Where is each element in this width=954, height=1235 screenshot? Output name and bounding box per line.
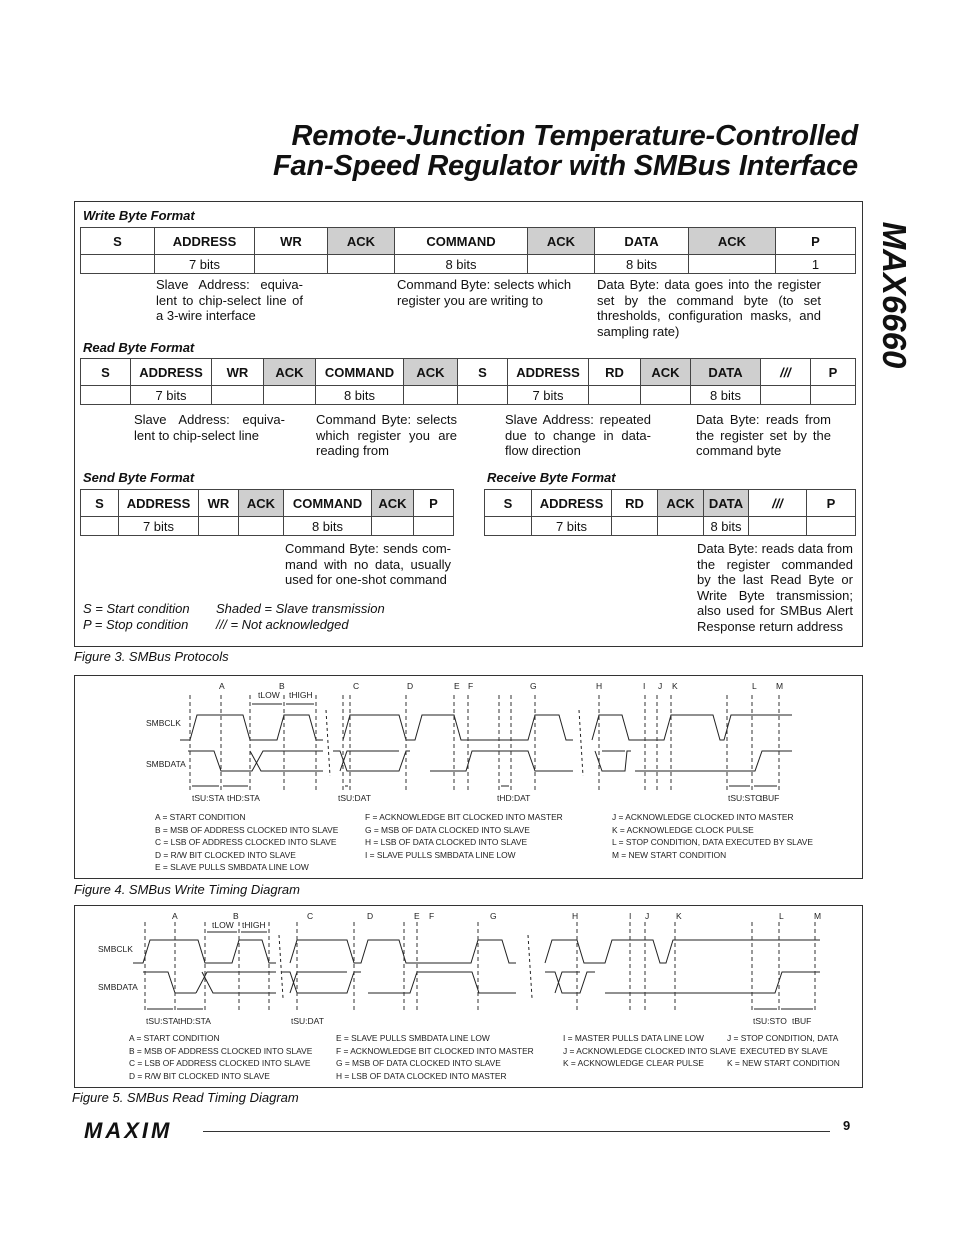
timing-letter-c: C [353,681,360,691]
smbclk-label: SMBCLK [146,718,181,728]
t-buf-label: tBUF [760,793,780,803]
timing-letter-a: A [219,681,225,691]
bits-cell: 8 bits [316,386,404,405]
field-s: S [81,490,119,517]
write-timing-legend-3: J = ACKNOWLEDGE CLOCKED INTO MASTER K = ACKNOWLEDGE CLOCK PULSE L = STOP CONDITION, DATA EXECUTED BY SLAVE M = NEW START CONDITION [612,812,813,860]
write-timing-legend-2: F = ACKNOWLEDGE BIT CLOCKED INTO MASTER G = MSB OF DATA CLOCKED INTO SLAVE H = LSB OF DATA CLOCKED INTO SLAVE I = SLAVE PULLS SMBDATA LINE LOW [365,812,563,860]
field-nack: /// [761,359,811,386]
smbclk-label: SMBCLK [98,944,133,954]
timing-letter-l: L [779,911,784,921]
write-byte-title: Write Byte Format [83,208,195,223]
field-s: S [81,228,155,255]
write-note-data: Data Byte: data goes into the register set by the command byte (to set thresholds, configuration masks, and sampling rate) [597,277,821,339]
timing-letter-e: E [454,681,460,691]
field-ack: ACK [404,359,458,386]
bits-cell: 8 bits [704,517,749,536]
field-data: DATA [691,359,761,386]
timing-letter-h: H [596,681,603,691]
field-data: DATA [704,490,749,517]
timing-letter-k: K [672,681,678,691]
field-address: ADDRESS [131,359,212,386]
maxim-logo: MAXIM [84,1118,173,1143]
timing-letter-g: G [530,681,537,691]
t-su-sta-label: tSU:STA [192,793,225,803]
write-note-address: Slave Address: equiva-lent to chip-select line of a 3-wire interface [156,277,303,324]
t-high-label: tHIGH [242,920,266,930]
field-ack: ACK [328,228,395,255]
t-low-label: tLOW [212,920,234,930]
field-ack: ACK [264,359,316,386]
footer-divider [203,1131,830,1132]
timing-letter-g: G [490,911,497,921]
side-part-number: MAX6660 [876,221,913,369]
timing-letter-i: I [629,911,632,921]
t-su-dat-label: tSU:DAT [338,793,371,803]
write-note-command: Command Byte: selects which register you are writing to [397,277,572,308]
timing-letter-d: D [407,681,414,691]
field-ack: ACK [658,490,704,517]
timing-letter-j: J [645,911,650,921]
read-note-repeat: Slave Address: repeated due to change in data-flow direction [505,412,651,459]
timing-letter-m: M [776,681,784,691]
t-buf-label: tBUF [792,1016,812,1026]
read-timing-legend-2: E = SLAVE PULLS SMBDATA LINE LOW F = ACKNOWLEDGE BIT CLOCKED INTO MASTER G = MSB OF DATA CLOCKED INTO SLAVE H = LSB OF DATA CLOCKED INTO MASTER [336,1033,534,1081]
timing-letter-b: B [279,681,285,691]
bits-cell: 8 bits [395,255,528,274]
bits-cell: 7 bits [508,386,589,405]
field-command: COMMAND [316,359,404,386]
bits-cell: 7 bits [119,517,199,536]
bits-cell: 7 bits [155,255,255,274]
field-s: S [458,359,508,386]
field-rd: RD [589,359,641,386]
bits-cell: 8 bits [595,255,689,274]
timing-letter-d: D [367,911,374,921]
legend-nack: /// = Not acknowledged [216,617,349,632]
bits-cell: 1 [776,255,856,274]
timing-letter-k: K [676,911,682,921]
field-p: P [414,490,454,517]
timing-letter-h: H [572,911,579,921]
field-ack: ACK [689,228,776,255]
t-hd-dat-label: tHD:DAT [497,793,531,803]
read-timing-legend-3: I = MASTER PULLS DATA LINE LOW J = ACKNOWLEDGE CLOCKED INTO SLAVE K = ACKNOWLEDGE CLEAR PULSE [563,1033,737,1069]
send-note-command: Command Byte: sends com-mand with no data, usually used for one-shot command [285,541,451,588]
field-wr: WR [212,359,264,386]
read-note-command: Command Byte: selects which register you are reading from [316,412,457,459]
receive-note-data: Data Byte: reads data from the register commanded by the last Read Byte or Write Byte transmission; also used for SMBus Alert Response return address [697,541,853,634]
field-address: ADDRESS [532,490,612,517]
field-wr: WR [255,228,328,255]
field-rd: RD [612,490,658,517]
t-hd-sta-label: tHD:STA [178,1016,211,1026]
t-su-sta-label: tSU:STA [146,1016,179,1026]
legend-start: S = Start condition [83,601,190,616]
read-note-address: Slave Address: equiva-lent to chip-select line [134,412,285,443]
figure3-caption: Figure 3. SMBus Protocols [74,649,229,664]
title-line-1: Remote-Junction Temperature-Controlled [291,120,858,152]
timing-letter-l: L [752,681,757,691]
t-su-sto-label: tSU:STO [753,1016,787,1026]
timing-letter-i: I [643,681,646,691]
field-command: COMMAND [395,228,528,255]
field-p: P [776,228,856,255]
field-ack: ACK [239,490,284,517]
legend-stop: P = Stop condition [83,617,189,632]
t-hd-sta-label: tHD:STA [227,793,260,803]
timing-letter-b: B [233,911,239,921]
bits-cell: 7 bits [532,517,612,536]
read-timing-legend-4: J = STOP CONDITION, DATA EXECUTED BY SLAVE K = NEW START CONDITION [727,1033,840,1069]
timing-letter-a: A [172,911,178,921]
bits-cell: 8 bits [691,386,761,405]
t-high-label: tHIGH [289,690,313,700]
timing-letter-e: E [414,911,420,921]
t-su-sto-label: tSU:STO [728,793,762,803]
figure5-caption: Figure 5. SMBus Read Timing Diagram [72,1090,299,1105]
page-number: 9 [843,1118,851,1133]
bits-cell: 7 bits [131,386,212,405]
receive-byte-title: Receive Byte Format [487,470,616,485]
field-p: P [811,359,856,386]
smbdata-label: SMBDATA [98,982,138,992]
read-byte-title: Read Byte Format [83,340,195,355]
field-s: S [485,490,532,517]
field-wr: WR [199,490,239,517]
read-note-data: Data Byte: reads from the register set by the command byte [696,412,831,459]
timing-letter-f: F [468,681,474,691]
timing-letter-m: M [814,911,822,921]
timing-letter-c: C [307,911,314,921]
field-ack: ACK [641,359,691,386]
field-command: COMMAND [284,490,372,517]
field-p: P [807,490,856,517]
title-line-2: Fan-Speed Regulator with SMBus Interface [273,150,858,182]
field-address: ADDRESS [119,490,199,517]
field-ack: ACK [528,228,595,255]
legend-shaded: Shaded = Slave transmission [216,601,385,616]
smbdata-waveform [143,972,196,993]
send-byte-title: Send Byte Format [83,470,195,485]
timing-letter-f: F [429,911,435,921]
timing-letter-j: J [658,681,663,691]
field-nack: /// [749,490,807,517]
smbdata-label: SMBDATA [146,759,186,769]
field-data: DATA [595,228,689,255]
t-su-dat-label: tSU:DAT [291,1016,324,1026]
figure4-caption: Figure 4. SMBus Write Timing Diagram [74,882,300,897]
bits-cell: 8 bits [284,517,372,536]
field-address: ADDRESS [508,359,589,386]
read-timing-legend-1: A = START CONDITION B = MSB OF ADDRESS CLOCKED INTO SLAVE C = LSB OF ADDRESS CLOCKED INTO SLAVE D = R/W BIT CLOCKED INTO SLAVE [129,1033,313,1081]
write-timing-legend-1: A = START CONDITION B = MSB OF ADDRESS CLOCKED INTO SLAVE C = LSB OF ADDRESS CLOCKED INTO SLAVE D = R/W BIT CLOCKED INTO SLAVE E = SLAVE PULLS SMBDATA LINE LOW [155,812,339,873]
field-address: ADDRESS [155,228,255,255]
t-low-label: tLOW [258,690,280,700]
field-ack: ACK [372,490,414,517]
field-s: S [81,359,131,386]
